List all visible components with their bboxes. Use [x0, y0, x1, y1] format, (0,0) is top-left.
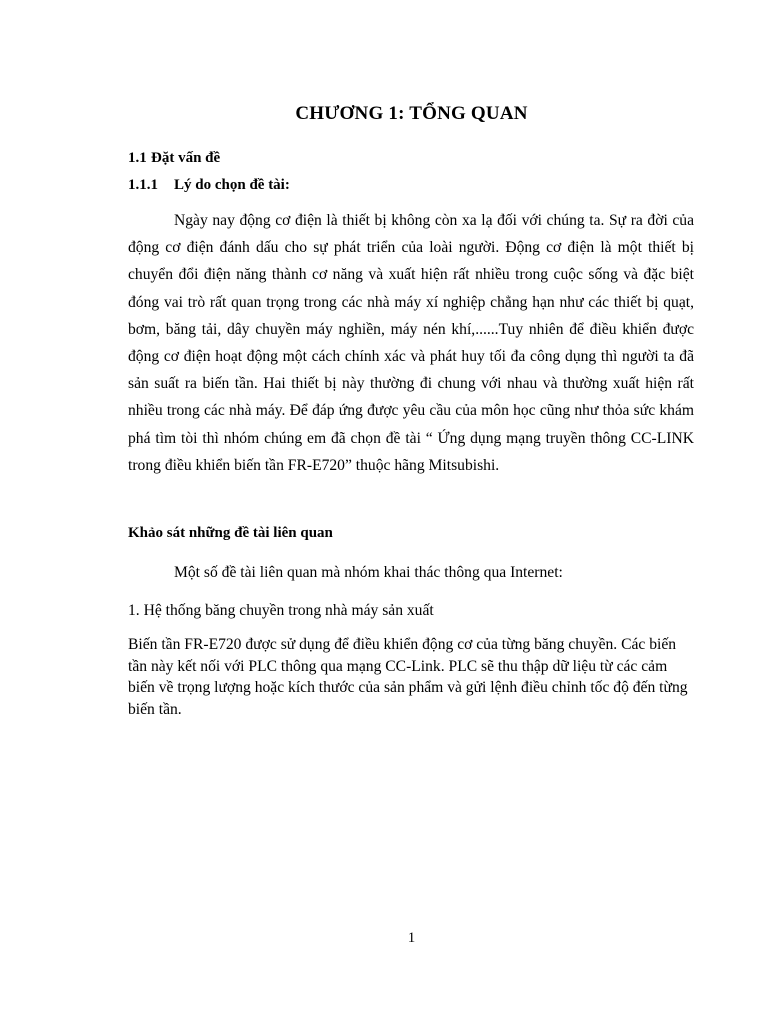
survey-heading: Khảo sát những đề tài liên quan	[128, 525, 333, 541]
section-heading	[128, 150, 220, 167]
chapter-title: CHƯƠNG 1: TỔNG QUAN	[295, 103, 528, 124]
reason-paragraph: Ngày nay động cơ điện là thiết bị không còn xa lạ đối với chúng ta. Sự ra đời của động cơ điện đánh dấu cho sự phát triển của loài người. Động cơ điện là một thiết bị chuyển đổi điện năng thành cơ năng và xuất hiện rất nhiều trong cuộc sống và đặc biệt đóng vai trò rất quan trọng trong các nhà máy xí nghiệp chẳng hạn như các thiết bị quạt, bơm, băng tải, dây chuyền máy nghiền, máy nén khí,......Tuy nhiên để điều khiển được động cơ điện hoạt động một cách chính xác và phát huy tối đa công dụng thì người ta đã sản suất ra biến tần. Hai thiết bị này thường đi chung với nhau và thường xuất hiện rất nhiều trong các nhà máy. Để đáp ứng được yêu cầu của môn học cũng như thỏa sức khám phá tìm tòi thì nhóm chúng em đã chọn đề tài “ Ứng dụng mạng truyền thông CC-LINK trong điều khiển biến tần FR-E720” thuộc hãng Mitsubishi.	[128, 212, 694, 474]
subsection-heading	[128, 177, 290, 194]
page-number: 1	[407, 930, 416, 946]
subsection-number: 1.1.1	[128, 177, 158, 193]
item-1-title: 1. Hệ thống băng chuyền trong nhà máy sản xuất	[128, 602, 434, 619]
item-1-body: Biến tần FR-E720 được sử dụng để điều khiển động cơ của từng băng chuyền. Các biến tần này kết nối với PLC thông qua mạng CC-Link. PLC sẽ thu thập dữ liệu từ các cảm biến về trọng lượng hoặc kích thước của sản phẩm và gửi lệnh điều chỉnh tốc độ đến từng biến tần.	[128, 636, 688, 718]
subsection-title: Lý do chọn đề tài:	[174, 177, 290, 193]
section-title: Đặt vấn đề	[151, 150, 221, 166]
section-number: 1.1	[128, 150, 147, 166]
survey-intro-paragraph: Một số đề tài liên quan mà nhóm khai thác thông qua Internet:	[174, 564, 563, 581]
